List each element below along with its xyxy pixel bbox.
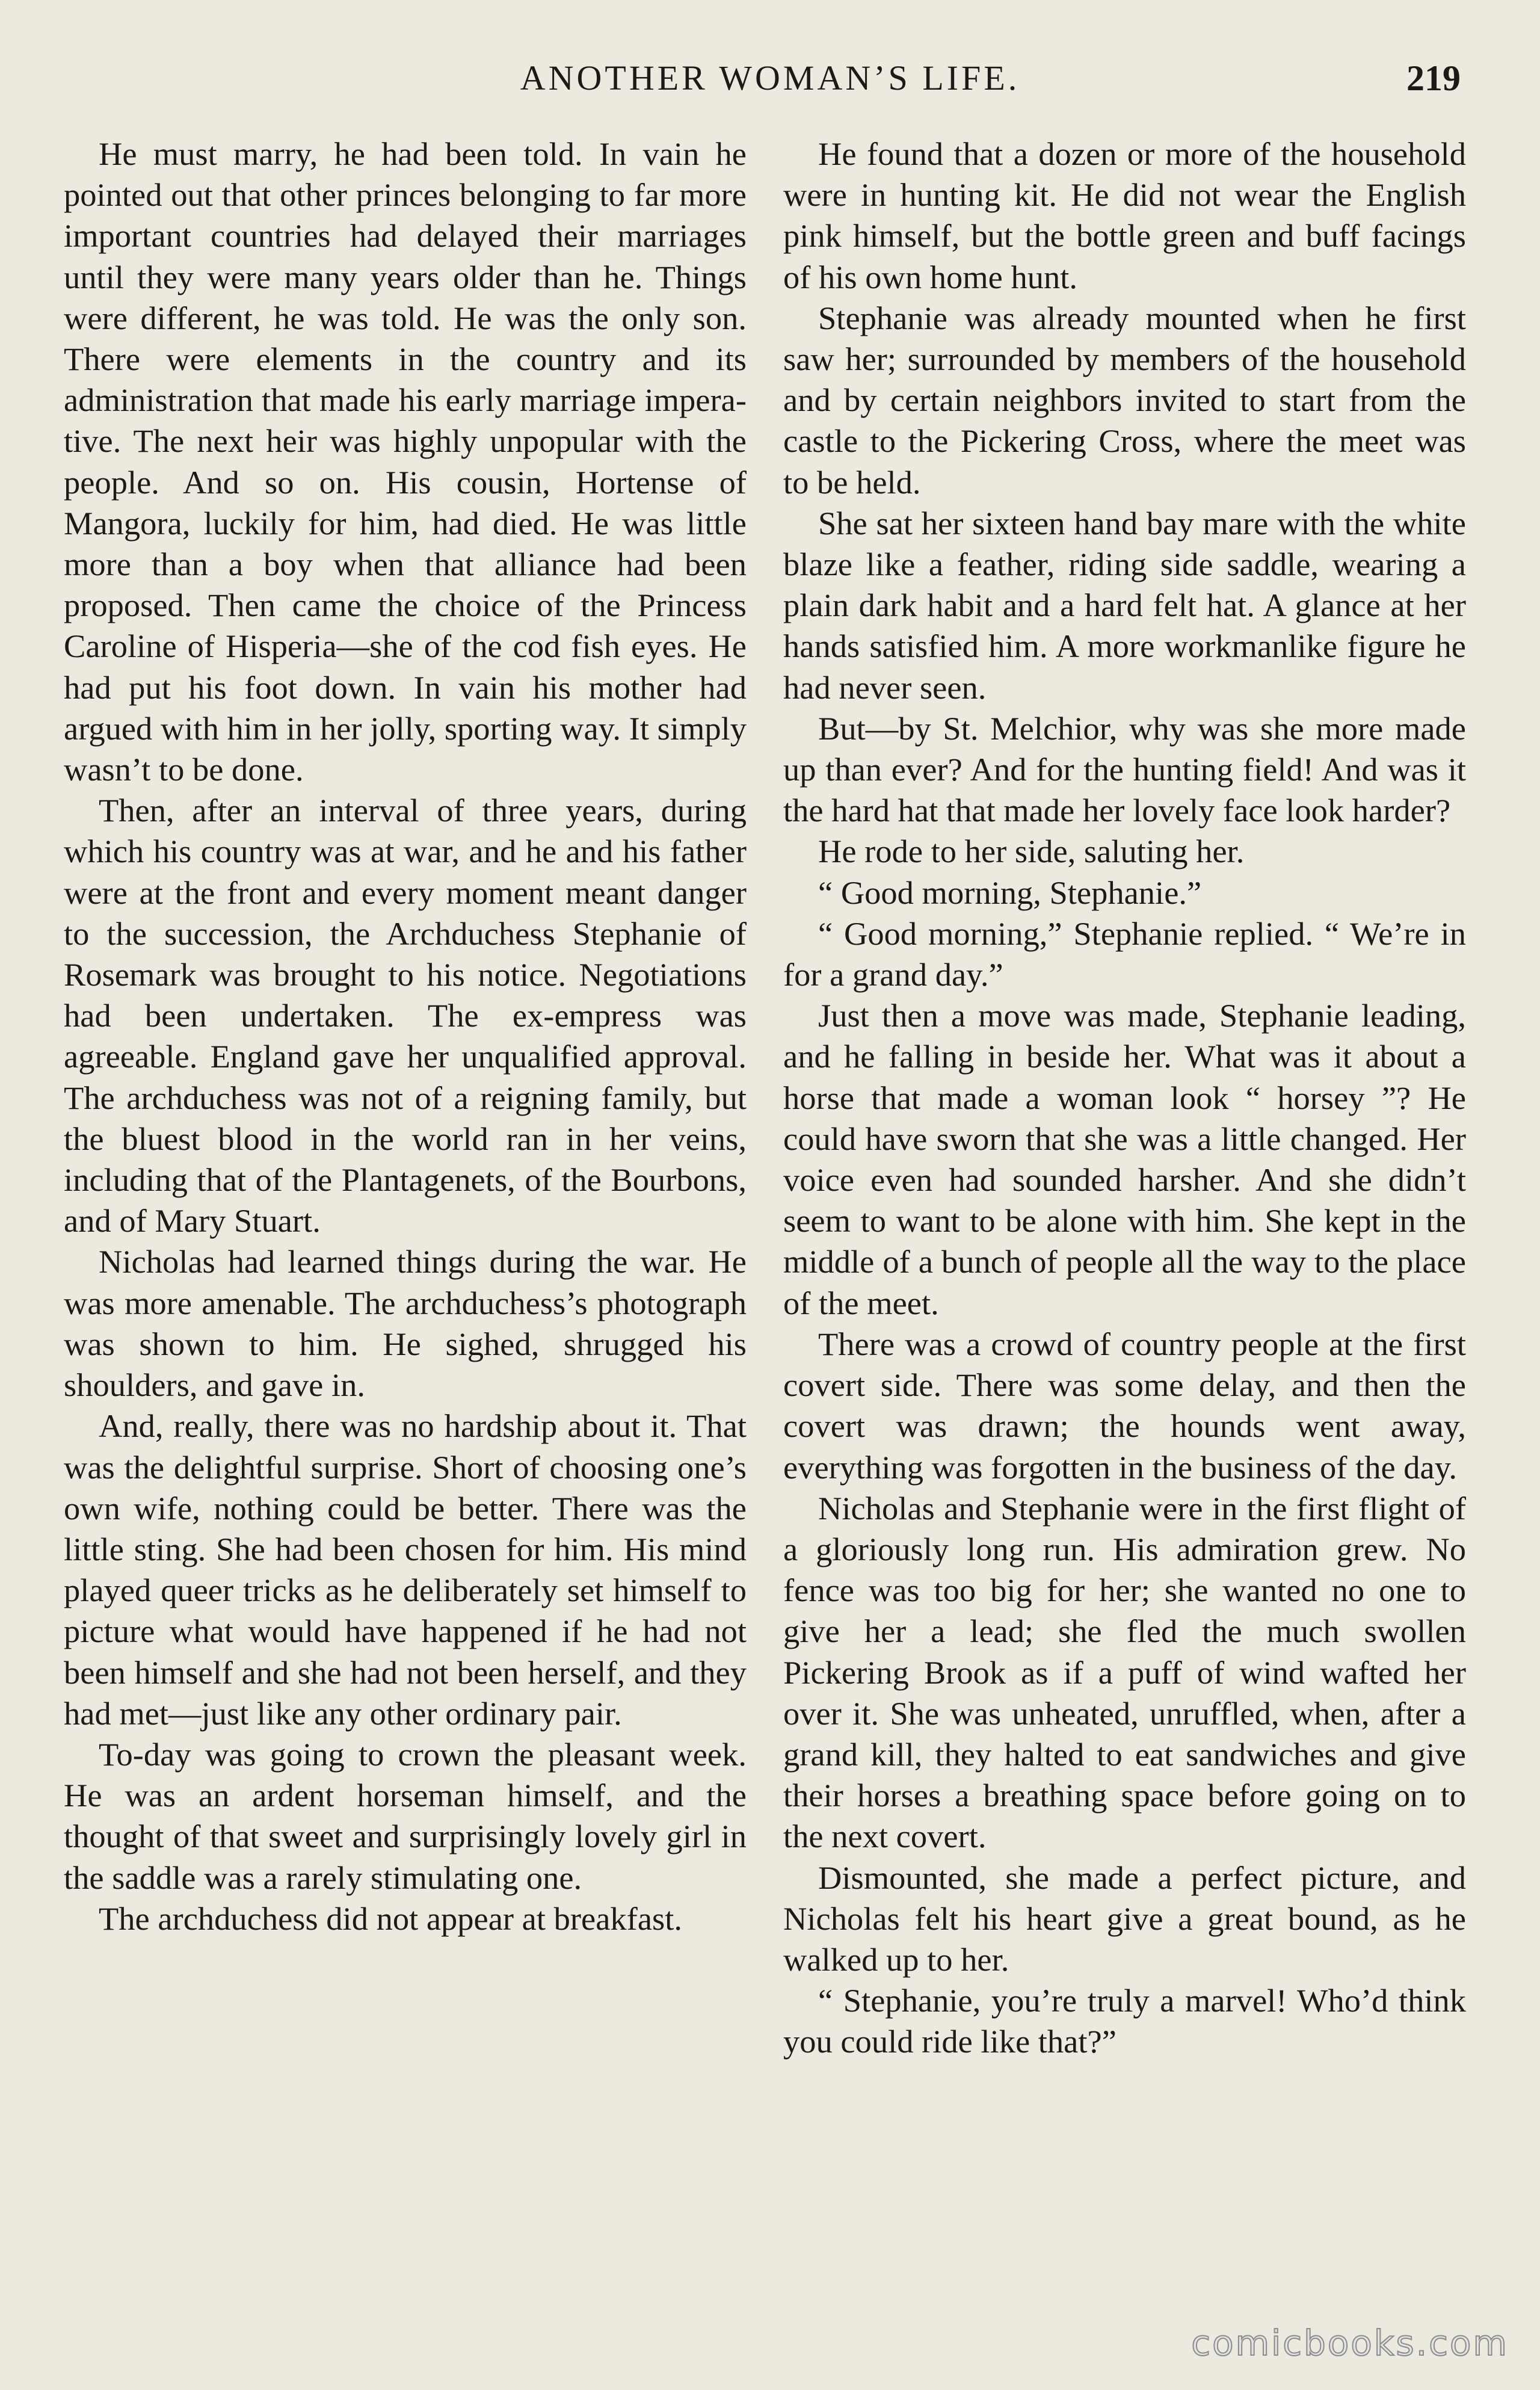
paragraph: “ Stephanie, you’re truly a marvel! Who’d think you could ride like that?” [783,1982,1466,2060]
paragraph: Stephanie was already mounted when he first saw her; surrounded by members of the household and by certain neighbors invited to start from the castle to the Pickering Cross, where the meet was to be held. [783,299,1466,501]
paragraph: He found that a dozen or more of the household were in hunting kit. He did not wear the English pink himself, but the bottle green and buff facings of his own home hunt. [783,135,1466,295]
paragraph: Just then a move was made, Stephanie leading, and he falling in beside her. What was it about a horse that made a woman look “ horsey ”? He could have sworn that she was a little changed. Her voice even had sounded harsher. And she didn’t seem to want to be alone with him. She kept in the middle of a bunch of people all the way to the place of the meet. [783,997,1466,1321]
paragraph: Nicholas had learned things during the war. He was more amenable. The archduchess’s photograph was shown to him. He sighed, shrugged his shoulders, and gave in. [64,1243,747,1404]
paragraph: Dismounted, she made a perfect picture, and Nicholas felt his heart give a great bound, as he walked up to her. [783,1859,1466,1978]
running-header [0,58,1540,106]
left-column [64,134,747,1939]
paragraph: She sat her sixteen hand bay mare with the white blaze like a feather, riding side saddle, wearing a plain dark habit and a hard felt hat. A glance at her hands satisfied him. A more workmanlike figure he had never seen. [783,504,1466,706]
paragraph: The archduchess did not appear at breakfast. [99,1900,682,1937]
paragraph: There was a crowd of country people at the first covert side. There was some delay, and then the covert was drawn; the hounds went away, everything was forgotten in the business of the day. [783,1325,1466,1486]
paragraph: He must marry, he had been told. In vain he pointed out that other princes belonging to far more important countries had delayed their marriages until they were many years older than he. Things were different, he was told. He was the only son. There were elements in the country and its administration that made his early marriage imperative. The next heir was highly unpopular with the people. And so on. His cousin, Hortense of Mangora, luckily for him, had died. He was little more than a boy when that alliance had been proposed. Then came the choice of the Princess Caroline of Hisperia—she of the cod fish eyes. He had put his foot down. In vain his mother had argued with him in her jolly, sporting way. It simply wasn’t to be done. [64,135,747,788]
watermark: comicbooks.com [1191,2323,1509,2364]
paragraph: “ Good morning, Stephanie.” [818,874,1202,911]
running-title: ANOTHER WOMAN’S LIFE. [520,58,1020,97]
right-column [783,134,1466,2063]
paragraph: Then, after an interval of three years, during which his country was at war, and he and his father were at the front and every moment meant danger to the succession, the Archduchess Stephanie of Rosemark was brought to his notice. Negotiations had been undertaken. The ex-empress was agreeable. England gave her unqualified approval. The archduchess was not of a reigning family, but the bluest blood in the world ran in her veins, including that of the Plantagenets, of the Bourbons, and of Mary Stuart. [64,792,747,1240]
paragraph: He rode to her side, saluting her. [818,833,1245,870]
paragraph: And, really, there was no hardship about it. That was the delightful surprise. Short of choosing one’s own wife, nothing could be better. There was the little sting. She had been chosen for him. His mind played queer tricks as he deliberately set himself to picture what would have happened if he had not been himself and she had not been herself, and they had met—just like any other ordinary pair. [64,1407,747,1732]
page-number: 219 [1406,58,1461,98]
paragraph: “ Good morning,” Stephanie replied. “ We’re in for a grand day.” [783,915,1466,993]
paragraph: Nicholas and Stephanie were in the first flight of a gloriously long run. His admiration grew. No fence was too big for her; she wanted no one to give her a lead; she fled the much swollen Pickering Brook as if a puff of wind wafted her over it. She was unheated, unruffled, when, after a grand kill, they halted to eat sandwiches and give their horses a breathing space before going on to the next covert. [783,1489,1466,1855]
paragraph: But—by St. Melchior, why was she more made up than ever? And for the hunting field! And was it the hard hat that made her lovely face look harder? [783,709,1466,829]
paragraph: To-day was going to crown the pleasant week. He was an ardent horseman himself, and the thought of that sweet and surprisingly lovely girl in the saddle was a rarely stimulating one. [64,1735,747,1896]
